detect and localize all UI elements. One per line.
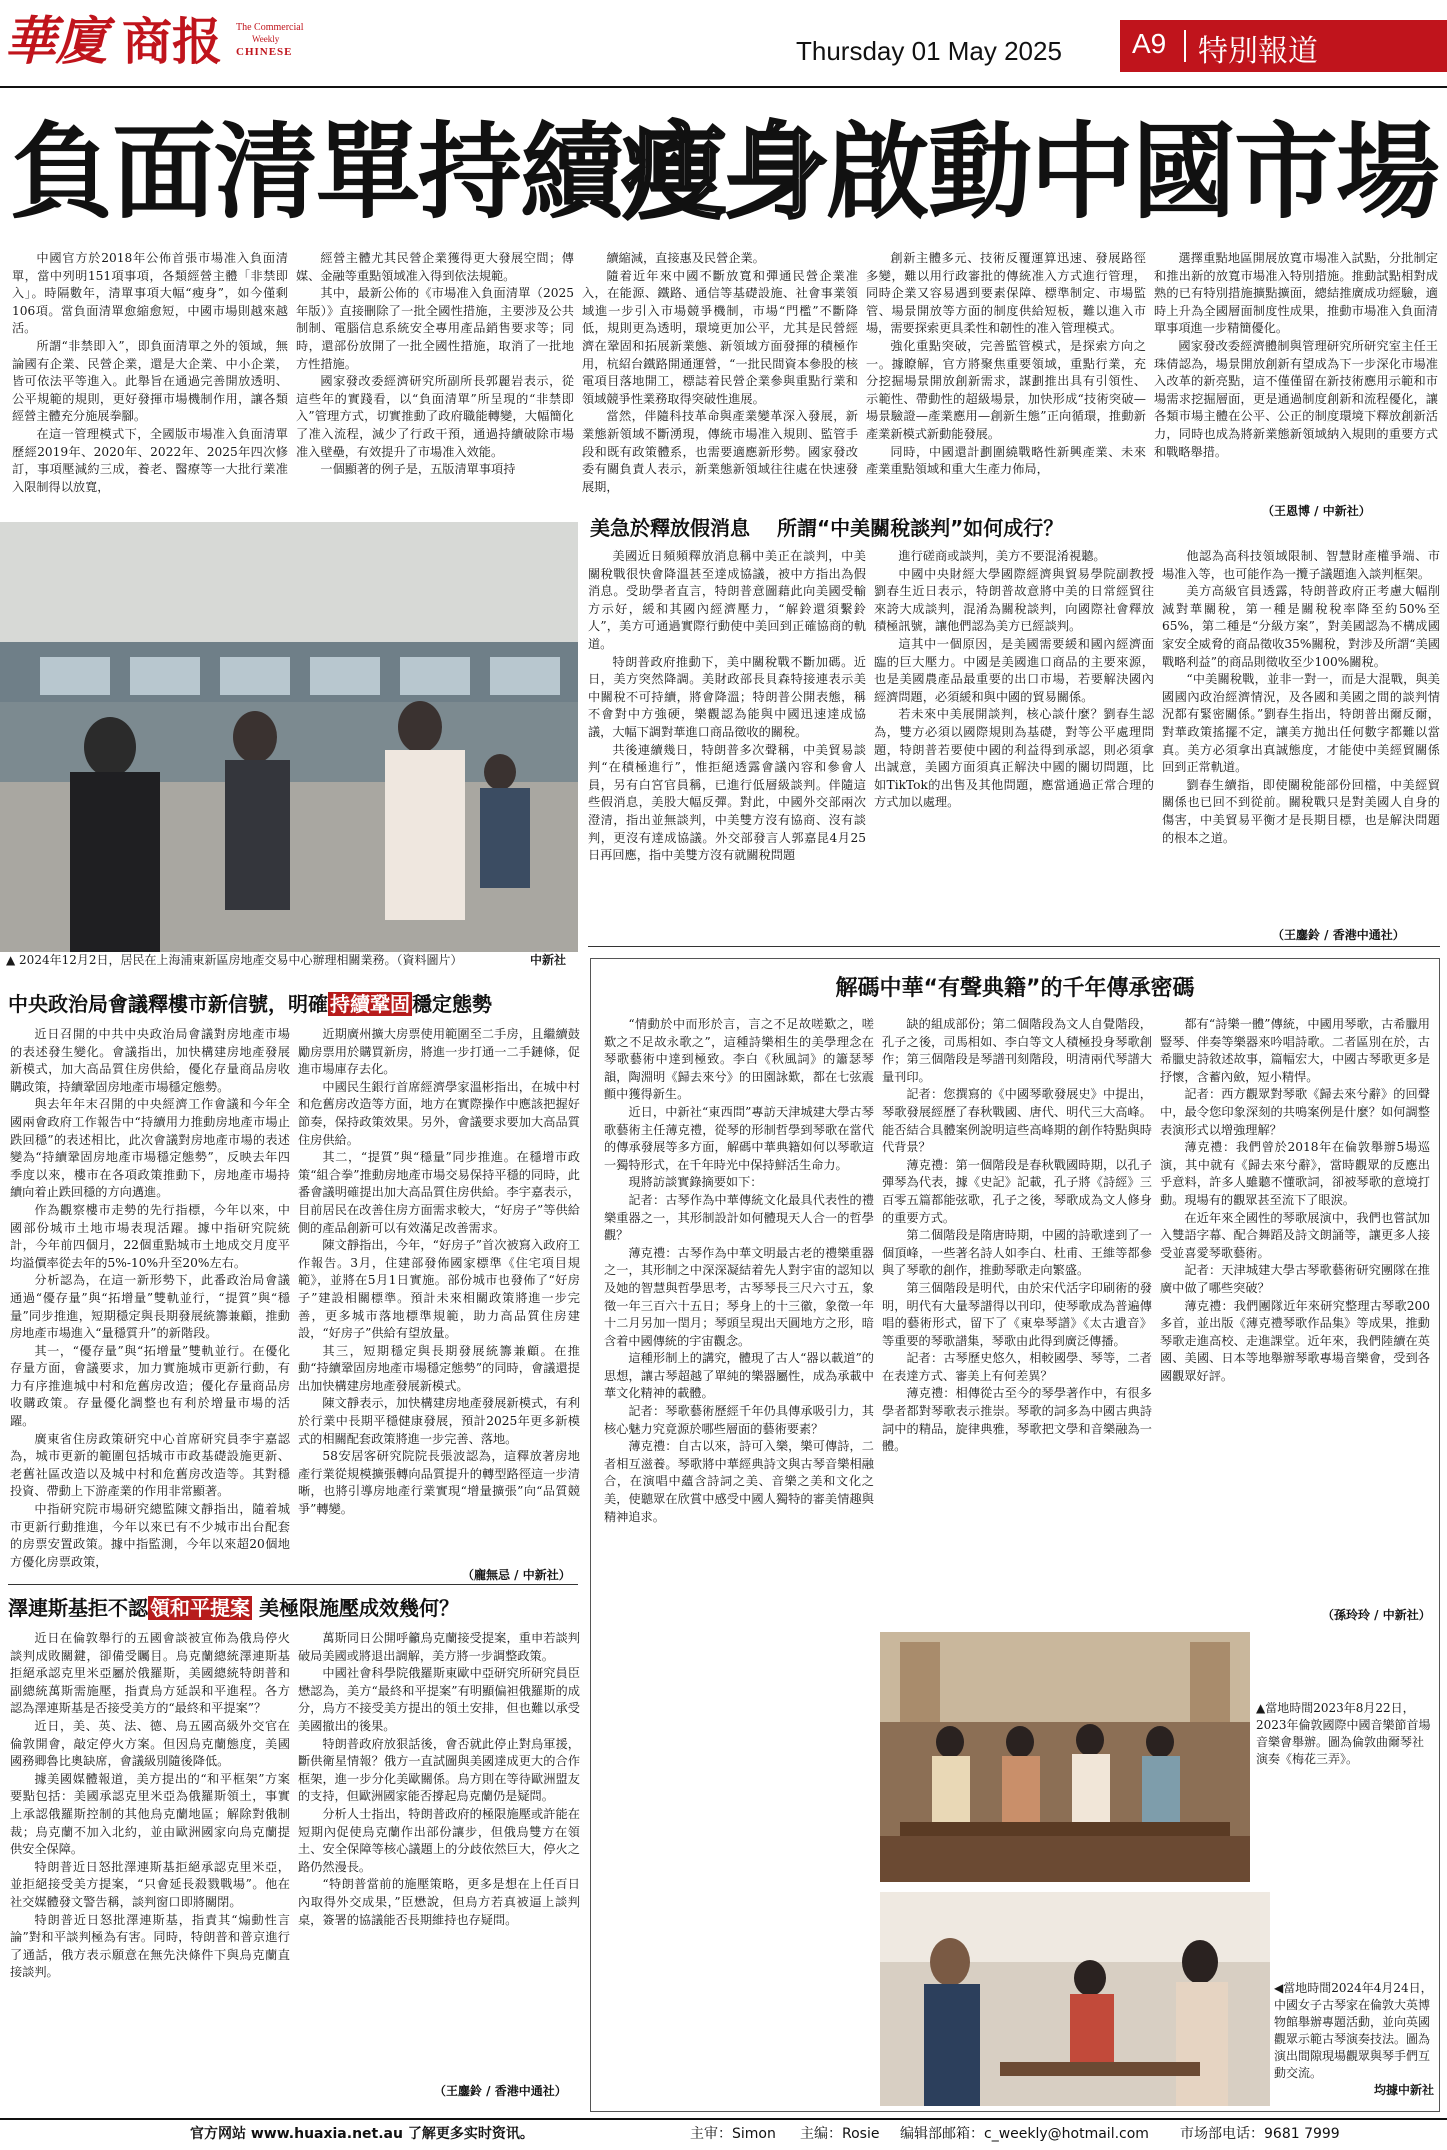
paragraph: 中國中央財經大學國際經濟與貿易學院副教授劉春生近日表示，特朗普故意將中美的日常經貿往來誇大成談判，混淆為關稅談判，向國際社會釋放積極訊號，讓他們認為美方已經談判。 <box>874 566 1154 634</box>
article2-bottom-rule <box>588 946 1440 947</box>
paragraph: 同時，中國還計劃圍繞戰略性新興產業、未來產業重點領域和重大生產力佈局， <box>866 444 1146 477</box>
section-name: 特別報道 <box>1198 34 1318 69</box>
article1-col4-text <box>866 250 1146 479</box>
article2-col3-text <box>1162 548 1440 847</box>
article4-col1-text <box>604 1016 874 1526</box>
paragraph: 據美國媒體報道，美方提出的“和平框架”方案要點包括：美國承認克里米亞為俄羅斯領土，事實上承認俄羅斯控制的其他烏克蘭地區；解除對俄制裁；烏克蘭不加入北約，並由歐洲國家向烏克蘭提供安全保障。 <box>10 1771 290 1857</box>
paragraph: 分析人士指出，特朗普政府的極限施壓或許能在短期內促使烏克蘭作出部份讓步，但俄烏雙方在領土、安全保障等核心議題上的分歧依然巨大，停火之路仍然漫長。 <box>298 1806 580 1874</box>
paragraph: “中美關稅戰，並非一對一，而是大混戰，與美國國內政治經濟情況，及各國和美國之間的談判情況都有緊密關係。”劉春生指出，特朗普出爾反爾，對華政策搖擺不定，讓美方拋出任何數字都難以當真。美方必須拿出真誠態度，才能使中美經貿關係回到正常軌道。 <box>1162 672 1440 775</box>
main-headline <box>10 108 1440 238</box>
paragraph: 其一，“優存量”與“拓增量”雙軌並行。在優化存量方面，會議要求，加力實施城市更新行動，有力有序推進城中村和危舊房改造；優化存量商品房收購政策。存量優化調整也有利於增量市場的活躍。 <box>10 1343 290 1429</box>
article4-headline: 解碼中華“有聲典籍”的千年傳承密碼 <box>835 976 1195 1001</box>
paragraph: 經營主體尤其民營企業獲得更大發展空間；傳媒、金融等重點領域准入得到依法規範。 <box>296 251 574 283</box>
logo-chinese-shangbao: 商报 <box>122 12 222 71</box>
logo <box>4 12 304 76</box>
paragraph: 若未來中美展開談判，核心談什麼？劉春生認為，雙方必須以國際規則為基礎，對等公平處理問題，特朗普若要使中國的利益得到承認，則必須拿出誠意，美國方面須真正解決中國的關切問題，比如TikTok的出售及其他問題，應當通過正常合理的方式加以處理。 <box>874 707 1154 810</box>
paragraph: 特朗普政府放狠話後，會否就此停止對烏軍援，斷供衛星情報？俄方一直試圖與美國達成更大的合作框架，進一步分化美歐關係。烏方則在等待歐洲盟友的支持，但歐洲國家能否撐起烏克蘭仍是疑問。 <box>298 1736 580 1804</box>
article3-col1-text <box>10 1026 290 1571</box>
article5-col1-text <box>10 1630 290 1982</box>
photo-housing-center-image <box>0 522 578 952</box>
paragraph: 一個顯著的例子是，五版清單事項持 <box>320 462 516 477</box>
paragraph: 第二個階段是隋唐時期，中國的詩歌達到了一個頂峰，一些著名詩人如李白、杜甫、王維等都參與了琴歌的創作，推動琴歌走向繁盛。 <box>882 1228 1152 1278</box>
logo-english-3: CHINESE <box>236 46 293 58</box>
footer-email[interactable]: 编辑部邮箱：c_weekly@hotmail.com <box>900 2126 1149 2142</box>
footer-editor: 主编：Rosie <box>800 2126 880 2142</box>
paragraph: 現將訪談實錄摘要如下： <box>628 1175 763 1190</box>
section-divider <box>1184 30 1186 62</box>
paragraph: 其中，最新公佈的《市場准入負面清單（2025年版）》直接刪除了一批全國性措施，主要涉及公共制制、電腦信息系統安全專用產品銷售要求等；同時，還部份放開了一批全國性措施，取消了一批地方性措施。 <box>296 286 574 371</box>
masthead <box>0 0 1447 88</box>
article2-col1-text <box>588 548 866 865</box>
article5-col2-text <box>298 1630 580 1929</box>
paragraph: 中國民生銀行首席經濟學家溫彬指出，在城中村和危舊房改造等方面，地方在實際操作中應該把握好節奏，保持政策效果。另外，會議要求要加大高品質住房供給。 <box>298 1079 580 1147</box>
paragraph: 國家發改委經濟研究所副所長郭麗岩表示，從這些年的實踐看，以“負面清單”所呈現的“非禁即入”管理方式，切實推動了政府職能轉變，大幅簡化了准入流程，減少了行政干預，通過持續破除市場准入壁壘，有效提升了市場准入效能。 <box>296 374 574 459</box>
article5-byline: （王鏖鈴 / 香港中通社） <box>434 2084 567 2098</box>
paragraph: 特朗普近日怒批澤連斯基，指責其“煽動性言論”對和平談判極為有害。同時，特朗普和普京進行了通話，俄方表示願意在無先決條件下與烏克蘭直接談判。 <box>10 1912 290 1980</box>
article1-col2-text <box>296 250 574 479</box>
main-headline-part2: 瘦身 <box>622 111 827 233</box>
paragraph: 薄克禮：我們團隊近年來研究整理古琴歌200多首，並出版《薄克禮琴歌作品集》等成果，推動琴歌走進高校、走進課堂。近年來，我們陸續在英國、美國、日本等地舉辦琴歌專場音樂會，受到各國觀眾好評。 <box>1160 1298 1430 1383</box>
paragraph: 記者：您撰寫的《中國琴歌發展史》中提出，琴歌發展經歷了春秋戰國、唐代、明代三大高峰。能否結合具體案例說明這些高峰期的創作特點與時代背景？ <box>882 1087 1152 1155</box>
paragraph: 中國官方於2018年公佈首張市場准入負面清單，當中列明151項事項，各類經營主體「非禁即入」。時隔數年，清單事項大幅“瘦身”，如今僅剩106項。當負面清單愈縮愈短，中國市場則越來越活。 <box>12 251 288 336</box>
paragraph: 中指研究院市場研究總監陳文靜指出，隨着城市更新行動推進，今年以來已有不少城市出台配套的房票安置政策。據中指監測，今年以來超20個地方優化房票政策， <box>10 1502 290 1569</box>
paragraph: 他認為高科技領域限制、智慧財產權爭端、市場准入等，也可能作為一攬子議題進入談判框架。 <box>1162 549 1440 581</box>
paragraph: 58安居客研究院院長張波認為，這釋放著房地產行業從規模擴張轉向品質提升的轉型路徑這一步清晰，也將引導房地產行業實現“增量擴張”向“品質競爭”轉變。 <box>298 1449 580 1517</box>
paragraph: 隨着近年來中國不斷放寬和彈通民營企業准入，在能源、鐵路、通信等基礎設施、社會事業領域進一步引入市場競爭機制，市場“門檻”不斷降低，規則更為透明，環境更加公平，尤其是民營經濟在鞏固和拓展新業態、新領域方面發揮的積極作用，杭紹台鐵路開通運營，“一批民間資本參股的核電項目落地開工，標誌着民營企業參與重點行業和領域競爭性業務取得突破性進展。 <box>582 268 858 406</box>
paragraph: 國家發改委經濟體制與管理研究所研究室主任王珠倩認為，場景開放創新有望成為下一步深化市場准入改革的新亮點，這不僅僅留在新技術應用示範和市場需求挖掘層面，更是通過制度創新和流程優化，讓各類市場主體在公平、公正的制度環境下釋放創新活力，同時也成為將新業態新領域納入規則的重要方式和戰略舉措。 <box>1154 338 1438 459</box>
photo-british-museum <box>880 1892 1270 2106</box>
article3-col2 <box>298 1026 580 1566</box>
paragraph: 選擇重點地區開展放寬市場准入試點，分批制定和推出新的放寬市場准入特別措施。推動試點相對成熟的已有特別措施擴點擴面，總結推廣成功經驗，適時上升為全國層面制度性成果，推動市場准入負面清單事項進一步精簡優化。 <box>1154 251 1438 336</box>
paragraph: 近日召開的中共中央政治局會議對房地產市場的表述發生變化。會議指出，加快構建房地產發展新模式，加大高品質住房供給，優化存量商品房收購政策，持續鞏固房地產市場穩定態勢。 <box>10 1027 290 1094</box>
photo4-caption <box>1274 1980 1434 2110</box>
paragraph: 共後連續幾日，特朗普多次聲稱，中美貿易談判“在積極進行”，惟拒絕透露會議內容和參會人員，另有白宮官員稱，已進行低層級談判。伴隨這些假消息，美股大幅反彈。對此，中國外交部兩次澄清，指出並無談判，中美雙方沒有協商、沒有談判，更沒有達成協議。外交部發言人郭嘉昆4月25日再回應，指中美雙方沒有就關稅問題 <box>588 742 866 863</box>
article2-byline: （王鏖鈴 / 香港中通社） <box>1272 928 1405 942</box>
paragraph: 記者：琴歌藝術歷經千年仍具傳承吸引力，其核心魅力究竟源於哪些層面的藝術要素？ <box>604 1404 874 1436</box>
paragraph: 薄克禮：第一個階段是春秋戰國時期，以孔子彈琴為代表，據《史記》記載，孔子將《詩經》三百零五篇都能弦歌，孔子之後，琴歌成為文人修身的重要方式。 <box>882 1157 1152 1225</box>
paragraph: 廣東省住房政策研究中心首席研究員李宇嘉認為，城市更新的範圍包括城市市政基礎設施更新、老舊社區改造以及城中村和危舊房改造等。其對穩投資、帶動上下游產業的作用非常顯著。 <box>10 1431 290 1499</box>
photo1-credit: 中新社 <box>529 953 566 967</box>
paragraph: 陳文靜指出，今年，“好房子”首次被寫入政府工作報告。3月，住建部發佈國家標準《住宅項目規範》，並將在5月1日實施。部份城市也發佈了“好房子”建設相關標準。預計未來相關政策將進一步完善，更多城市落地標準規範，助力高品質住房建設，“好房子”供給有望放量。 <box>298 1238 580 1341</box>
paragraph: 美國近日頻頻釋放消息稱中美正在談判，中美關稅戰很快會降溫甚至達成協議，被中方指出為假消息。受助學者直言，特朗普意圖藉此向美國受輸方示好，緩和其國內經濟壓力，“解鈴還須繫鈴人”，美方可通過實際行動使中美回到正確協商的軌道。 <box>588 549 866 651</box>
article1-col1-text <box>12 250 288 496</box>
footer-phone: 市场部电话：9681 7999 <box>1180 2126 1340 2142</box>
paragraph: 萬斯同日公開呼籲烏克蘭接受提案，重申若談判破局美國或將退出調解，美方將一步調整政策。 <box>298 1631 580 1663</box>
main-headline-part3: 啟動中國市場 <box>826 111 1439 233</box>
section-tag <box>1120 20 1447 72</box>
footer-website[interactable]: 官方网站 www.huaxia.net.au 了解更多实时资讯。 <box>190 2126 534 2142</box>
article5-headline-a: 澤連斯基拒不認 <box>8 1596 148 1620</box>
masthead-rule <box>0 86 1447 88</box>
paragraph: 記者：古琴作為中華傳統文化最具代表性的禮樂重器之一，其形制設計如何體現天人合一的哲學觀？ <box>604 1192 874 1243</box>
paragraph: 近日在倫敦舉行的五國會談被宣佈為俄烏停火談判成敗關鍵，卻備受矚目。烏克蘭總統澤連斯基拒絕承認克里米亞屬於俄羅斯，美國總統特朗普和副總統萬斯需施壓，指責烏方延誤和平進程。各方認為澤連斯基是否接受美方的“最終和平提案”？ <box>10 1631 290 1716</box>
article1-col5-text <box>1154 250 1438 461</box>
paragraph: 近日，中新社“東西問”專訪天津城建大學古琴歌藝術主任薄克禮，從琴的形制哲學到琴歌在當代的傳承發展等多方面，解碼中華典籍如何以琴歌這一獨特形式，在千年時光中保持鮮活生命力。 <box>604 1104 874 1172</box>
paragraph: “特朗普當前的施壓策略，更多是想在上任百日內取得外交成果，”臣懋說，但烏方若真被逼上談判桌，簽署的協議能否長期維持也存疑問。 <box>298 1877 580 1927</box>
paragraph: 所謂“非禁即入”，即負面清單之外的領域，無論國有企業、民營企業，還是大企業、中小企業，皆可依法平等進入。此舉旨在通過完善開放透明、公平規範的規則，更好發揮市場機制作用，讓各類經營主體充分施展拳腳。 <box>12 338 288 424</box>
photo-london-concert-image <box>880 1632 1250 1882</box>
paragraph: 續縮減，直接惠及民營企業。 <box>606 251 765 265</box>
article1-col5 <box>1154 250 1438 502</box>
footer-chief-editor: 主审：Simon <box>690 2126 776 2142</box>
paragraph: 薄克禮：古琴作為中華文明最古老的禮樂重器之一，其形制之中深深凝結着先人對宇宙的認知以及她的智慧與哲學思考，古琴琴長三尺六寸五，象徵一年三百六十五日；琴身上的十三徽，象徵一年十二月另加一閏月；琴頭呈現出天圓地方之形，暗含着中國傳統的宇宙觀念。 <box>604 1245 874 1348</box>
paragraph: 記者：天津城建大學古琴歌藝術研究團隊在推廣中做了哪些突破？ <box>1160 1263 1430 1295</box>
paragraph: 薄克禮：我們曾於2018年在倫敦舉辦5場巡演，其中就有《歸去來兮辭》，當時觀眾的反應出乎意料，許多人雖聽不懂歌詞，卻被琴歌的意境打動。現場有的觀眾甚至流下了眼淚。 <box>1160 1140 1430 1207</box>
article2-headline <box>590 514 1440 542</box>
paragraph: 分析認為，在這一新形勢下，此番政治局會議通過“優存量”與“拓增量”雙軌並行，“提質”與“穩量”同步推進，短期穩定與長期發展統籌兼顧，推動房地產市場進入“量穩質升”的新階段。 <box>10 1273 290 1341</box>
paragraph: 第三個階段是明代，由於宋代活字印刷術的發明，明代有大量琴譜得以刊印，使琴歌成為普遍傳唱的藝術形式，留下了《東皋琴譜》《太古遺音》等重要的琴歌譜集，琴歌由此得到廣泛傳播。 <box>882 1280 1152 1348</box>
paragraph: 創新主體多元、技術反覆運算迅速、發展路徑多變，難以用行政審批的傳統准入方式進行管理，同時企業又容易遇到要素保障、標準制定、市場監管、場景開放等方面的制度供給短板，難以進入市場，需要探索更具柔性和韌性的准入管理模式。 <box>866 251 1146 336</box>
article1-col1 <box>12 250 288 520</box>
article1-col3-text <box>582 250 858 496</box>
paragraph: 特朗普政府推動下，美中關稅戰不斷加碼。近日，美方突然降調。美財政部長貝森特接連表示美中關稅不可持續，將會降溫；特朗普公開表態，稱不會對中方強硬，樂觀認為能與中國迅速達成協議，大幅下調對華進口商品徵收的關稅。 <box>588 654 866 739</box>
article3-bottom-rule <box>8 1584 578 1585</box>
article1-col3 <box>582 250 858 520</box>
article3-headline <box>8 990 578 1018</box>
paragraph: 記者：西方觀眾對琴歌《歸去來兮辭》的回聲中，最令您印象深刻的共鳴案例是什麼？如何調整表演形式以增強理解？ <box>1160 1087 1430 1137</box>
photo-london-concert <box>880 1632 1250 1882</box>
main-headline-part1: 負面清單持續 <box>10 111 623 233</box>
article4-byline: （孫玲玲 / 中新社） <box>1322 1608 1431 1622</box>
article3-headline-a: 中央政治局會議釋樓市新信號，明確 <box>8 992 328 1016</box>
paragraph: 這其中一個原因，是美國需要緩和國內經濟面臨的巨大壓力。中國是美國進口商品的主要來源，也是美國農產品最重要的出口市場，若要解決國內經濟問題，必須緩和與中國的貿易關係。 <box>874 636 1154 704</box>
article5-headline-b: 美極限施壓成效幾何？ <box>258 1596 459 1620</box>
article3-col2-text <box>298 1026 580 1519</box>
paragraph: 記者：古琴歷史悠久，相較國學、琴等，二者在表達方式、審美上有何差異？ <box>882 1351 1152 1383</box>
article3-headline-highlight: 持續鞏固 <box>330 992 410 1016</box>
article2-col2-text <box>874 548 1154 812</box>
photo1-caption <box>6 952 566 992</box>
article3-col1 <box>10 1026 290 1582</box>
article4-col3 <box>1160 1016 1430 1606</box>
photo4-credit: 均據中新社 <box>1373 2083 1434 2097</box>
footer <box>0 2122 1447 2148</box>
paragraph: 其二，“提質”與“穩量”同步推進。在穩增市政策“組合拳”推動房地產市場交易保持平穩的同時，此番會議明確提出加大高品質住房供給。李宇嘉表示，目前居民在改善住房方面需求較大，“好房子”等供給側的產品創新可以有效滿足改善需求。 <box>298 1150 580 1235</box>
paragraph: 其三，短期穩定與長期發展統籌兼顧。在推動“持續鞏固房地產市場穩定態勢”的同時，會議還提出加快構建房地產發展新模式。 <box>298 1343 580 1393</box>
paragraph: 當然，伴隨科技革命與產業變革深入發展，新業態新領域不斷湧現，傳統市場准入規則、監管手段和既有政策體系，也需要適應新形勢。國家發改委有關負責人表示，新業態新領域往往處在快速發展期， <box>582 409 858 494</box>
article3-headline-b: 穩定態勢 <box>412 992 492 1016</box>
paragraph: “情動於中而形於言，言之不足故嗟歎之，嗟歎之不足故永歌之”，這種詩樂相生的美學理念在琴歌藝術中達到極致。李白《秋風詞》的簫瑟琴韻，陶淵明《歸去來兮》的田園詠歎，都在七弦震顫中獲得新生。 <box>604 1017 874 1102</box>
paragraph: 在這一管理模式下，全國版市場准入負面清單歷經2019年、2020年、2022年、2025年四次修訂，事項壓減約三成，養老、醫療等一大批行業准入限制得以放寬， <box>12 426 288 494</box>
article2-col3 <box>1162 548 1440 924</box>
logo-chinese-huaxia: 華廈 <box>4 11 109 72</box>
photo-british-museum-image <box>880 1892 1270 2106</box>
paragraph: 劉春生續指，即使關稅能部份回檔，中美經貿關係也已回不到從前。關稅戰只是對美國人自身的傷害，中美貿易平衡才是長期目標，也是解決問題的根本之道。 <box>1162 777 1440 845</box>
paragraph: 進行磋商或談判，美方不要混淆視聽。 <box>898 549 1106 563</box>
article1-col4 <box>866 250 1146 520</box>
paragraph: 美方高級官員透露，特朗普政府正考慮大幅削減對華關稅，第一種是關稅稅率降至約50%至65%，第二種是“分級方案”，對美國認為不構成國家安全威脅的商品徵收35%關稅，對涉及所謂“美國戰略利益”的商品則徵收至少100%關稅。 <box>1162 584 1440 669</box>
paragraph: 作為觀察樓市走勢的先行指標，今年以來，中國部份城市土地市場表現活躍。據中指研究院統計，今年前四個月，22個重點城市土地成交月度平均溢價率從去年的5%-10%升至20%左右。 <box>10 1202 290 1270</box>
page-number: A9 <box>1132 28 1167 59</box>
photo4-caption-text: ◀當地時間2024年4月24日，中國女子古琴家在倫敦大英博物館舉辦專題活動，並向英國觀眾示範古琴演奏技法。圖為演出間隙現場觀眾與琴手們互動交流。 <box>1274 1981 1433 2080</box>
logo-english-2: Weekly <box>252 34 280 44</box>
paragraph: 與去年年末召開的中央經濟工作會議和今年全國兩會政府工作報告中“持續用力推動房地產市場止跌回穩”的表述相比，此次會議對房地產市場的表述變為“持續鞏固房地產市場穩定態勢”，反映去年四季度以來，樓市在各項政策推動下，房地產市場持續向着止跌回穩的方向邁進。 <box>10 1097 290 1200</box>
article2-col1 <box>588 548 866 924</box>
paragraph: 薄克禮：自古以來，詩可入樂，樂可傳詩，二者相互滋養。琴歌將中華經典詩文與古琴音樂相融合，在演唱中蘊含詩詞之美、音樂之美和文化之美，使聽眾在欣賞中感受中國人獨特的審美情趣與精神追求。 <box>604 1439 874 1524</box>
article4-col1 <box>604 1016 874 2100</box>
paragraph: 近日，美、英、法、德、烏五國高級外交官在倫敦開會，敲定停火方案。但因烏克蘭態度，美國國務卿魯比奧缺席，會議級別隨後降低。 <box>10 1718 290 1769</box>
paragraph: 在近年來全國性的琴歌展演中，我們也嘗試加入雙語字幕、配合舞蹈及詩文朗誦等，讓更多人接受並喜愛琴歌藝術。 <box>1160 1210 1430 1260</box>
paragraph: 都有“詩樂一體”傳統，中國用琴歌，古希臘用豎琴、伴奏等樂器來吟唱詩歌。二者區別在於，古希臘史詩敘述故事，篇幅宏大，中國古琴歌更多是抒懷，含蓄內斂，短小精悍。 <box>1160 1017 1430 1084</box>
paragraph: 強化重點突破，完善監管模式，是探索方向之一。據瞭解，官方將聚焦重要領域，重點行業，充分挖掘場景開放創新需求，謀劃推出具有引領性、示範性、帶動性的超級場景，加快形成“技術突破—場景驗證—產業應用—創新生態”正向循環，推動新產業新模式新動能發展。 <box>866 338 1146 441</box>
paragraph: 缺的組成部份；第二個階段為文人自覺階段，孔子之後，司馬相如、李白等文人積極投身琴歌創作；第三個階段是琴譜刊刻階段，明清兩代琴譜大量刊印。 <box>882 1017 1152 1084</box>
article2-headline-a: 美急於釋放假消息 <box>590 516 750 540</box>
article5-headline-highlight: 領和平提案 <box>150 1596 250 1620</box>
issue-date: Thursday 01 May 2025 <box>796 36 1062 66</box>
article3-byline: （龐無忌 / 中新社） <box>462 1568 571 1582</box>
photo3-caption: ▲當地時間2023年8月22日，2023年倫敦國際中國音樂節首場音樂會舉辦。圖為倫敦曲爾琴社演奏《梅花三弄》。 <box>1256 1701 1431 1766</box>
article5-col1 <box>10 1630 290 2102</box>
photo-housing-center <box>0 522 578 952</box>
article2-col2 <box>874 548 1154 924</box>
article5-headline <box>8 1594 582 1622</box>
article1-col2 <box>296 250 574 520</box>
footer-rule <box>0 2118 1447 2120</box>
article1-byline: （王恩博 / 中新社） <box>1262 504 1371 518</box>
article4-col2-text <box>882 1016 1152 1456</box>
article2-headline-b: 所謂“中美關稅談判”如何成行？ <box>776 516 1064 540</box>
paragraph: 中國社會科學院俄羅斯東歐中亞研究所研究員臣懋認為，美方“最終和平提案”有明顯偏袒俄羅斯的成分，烏方不接受美方提出的領土安排，但也難以承受美國撤出的後果。 <box>298 1666 580 1733</box>
paragraph: 這種形制上的講究，體現了古人“器以載道”的思想，讓古琴超越了單純的樂器屬性，成為承載中華文化精神的載體。 <box>604 1351 874 1401</box>
article5-col2 <box>298 1630 580 2082</box>
paragraph: 近期廣州擴大房票使用範圍至二手房，且繼續鼓勵房票用於購買新房，將進一步打通一二手鏈條，促進市場庫存去化。 <box>298 1027 580 1077</box>
logo-english-1: The Commercial <box>236 22 304 33</box>
paragraph: 薄克禮：相傳從古至今的琴學著作中，有很多學者都對琴歌表示推崇。琴歌的詞多為中國古典詩詞中的精品，旋律典雅，琴歌把文學和音樂融為一體。 <box>882 1386 1152 1454</box>
paragraph: 陳文靜表示，加快構建房地產發展新模式，有利於行業中長期平穩健康發展，預計2025年更多新模式的相關配套政策將進一步完善、落地。 <box>298 1396 580 1446</box>
article4-col3-text <box>1160 1016 1430 1385</box>
article4-col2 <box>882 1016 1152 1626</box>
photo1-caption-text: ▲ 2024年12月2日，居民在上海浦東新區房地產交易中心辦理相關業務。（資料圖片） <box>6 953 463 967</box>
paragraph: 特朗普近日怒批澤連斯基拒絕承認克里米亞，並拒絕接受美方提案，“只會延長殺戮戰場”。他在社交媒體發文警告稱，談判窗口即將關閉。 <box>10 1859 290 1909</box>
